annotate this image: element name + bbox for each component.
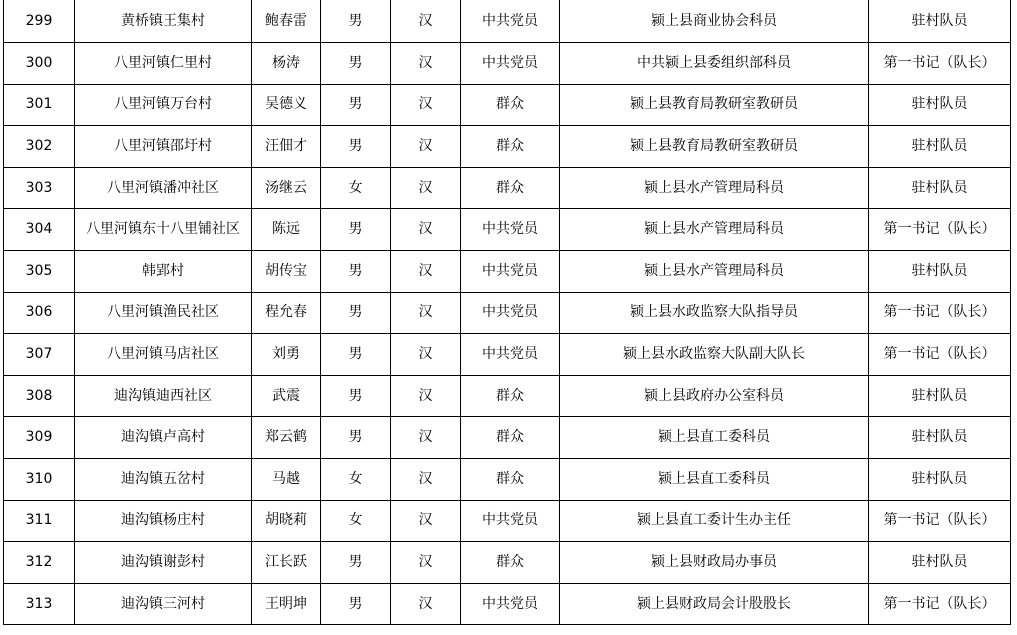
sex-cell: 女 (321, 458, 391, 500)
name-cell: 陈远 (252, 209, 321, 251)
ethnicity-cell: 汉 (391, 250, 461, 292)
ethnicity-cell: 汉 (391, 334, 461, 376)
unit-title-cell: 颍上县政府办公室科员 (560, 375, 869, 417)
political-status-cell: 群众 (461, 167, 560, 209)
role-cell: 第一书记（队长） (869, 209, 1011, 251)
row-number-cell: 300 (4, 43, 75, 85)
political-status-cell: 中共党员 (461, 43, 560, 85)
table-row (4, 0, 1011, 43)
village-cell: 迪沟镇谢彭村 (75, 542, 252, 584)
row-number-cell: 304 (4, 209, 75, 251)
table-row (4, 500, 1011, 542)
role-cell: 第一书记（队长） (869, 583, 1011, 625)
unit-title-cell: 颍上县直工委科员 (560, 417, 869, 459)
ethnicity-cell: 汉 (391, 0, 461, 43)
political-status-cell: 群众 (461, 542, 560, 584)
village-cell: 八里河镇邵圩村 (75, 126, 252, 168)
ethnicity-cell: 汉 (391, 126, 461, 168)
sex-cell: 男 (321, 334, 391, 376)
role-cell: 驻村队员 (869, 167, 1011, 209)
ethnicity-cell: 汉 (391, 583, 461, 625)
sex-cell: 男 (321, 43, 391, 85)
sex-cell: 男 (321, 209, 391, 251)
village-cell: 迪沟镇三河村 (75, 583, 252, 625)
village-cell: 八里河镇万台村 (75, 84, 252, 126)
name-cell: 王明坤 (252, 583, 321, 625)
table-row (4, 583, 1011, 625)
table-row (4, 292, 1011, 334)
unit-title-cell: 颍上县水产管理局科员 (560, 167, 869, 209)
row-number-cell: 313 (4, 583, 75, 625)
village-cell: 八里河镇仁里村 (75, 43, 252, 85)
unit-title-cell: 颍上县水产管理局科员 (560, 209, 869, 251)
role-cell: 驻村队员 (869, 375, 1011, 417)
table-row (4, 458, 1011, 500)
sex-cell: 男 (321, 292, 391, 334)
village-cell: 八里河镇马店社区 (75, 334, 252, 376)
political-status-cell: 中共党员 (461, 500, 560, 542)
row-number-cell: 312 (4, 542, 75, 584)
row-number-cell: 306 (4, 292, 75, 334)
sex-cell: 男 (321, 250, 391, 292)
unit-title-cell: 颍上县直工委科员 (560, 458, 869, 500)
village-cell: 八里河镇东十八里铺社区 (75, 209, 252, 251)
sex-cell: 男 (321, 583, 391, 625)
role-cell: 驻村队员 (869, 458, 1011, 500)
name-cell: 程允春 (252, 292, 321, 334)
name-cell: 江长跃 (252, 542, 321, 584)
sex-cell: 男 (321, 417, 391, 459)
role-cell: 第一书记（队长） (869, 43, 1011, 85)
unit-title-cell: 颍上县直工委计生办主任 (560, 500, 869, 542)
role-cell: 驻村队员 (869, 250, 1011, 292)
table-row (4, 375, 1011, 417)
table-row (4, 43, 1011, 85)
village-cell: 迪沟镇迪西社区 (75, 375, 252, 417)
village-cell: 八里河镇潘冲社区 (75, 167, 252, 209)
village-cell: 迪沟镇五岔村 (75, 458, 252, 500)
roster-table-body (4, 0, 1011, 625)
role-cell: 第一书记（队长） (869, 334, 1011, 376)
unit-title-cell: 颍上县财政局会计股股长 (560, 583, 869, 625)
unit-title-cell: 颍上县商业协会科员 (560, 0, 869, 43)
political-status-cell: 中共党员 (461, 0, 560, 43)
ethnicity-cell: 汉 (391, 167, 461, 209)
ethnicity-cell: 汉 (391, 458, 461, 500)
unit-title-cell: 颍上县水产管理局科员 (560, 250, 869, 292)
political-status-cell: 群众 (461, 458, 560, 500)
ethnicity-cell: 汉 (391, 500, 461, 542)
name-cell: 郑云鹤 (252, 417, 321, 459)
table-row (4, 334, 1011, 376)
ethnicity-cell: 汉 (391, 542, 461, 584)
ethnicity-cell: 汉 (391, 292, 461, 334)
table-row (4, 126, 1011, 168)
row-number-cell: 301 (4, 84, 75, 126)
name-cell: 吴德义 (252, 84, 321, 126)
row-number-cell: 303 (4, 167, 75, 209)
role-cell: 驻村队员 (869, 126, 1011, 168)
ethnicity-cell: 汉 (391, 209, 461, 251)
political-status-cell: 群众 (461, 375, 560, 417)
unit-title-cell: 颍上县水政监察大队副大队长 (560, 334, 869, 376)
ethnicity-cell: 汉 (391, 84, 461, 126)
name-cell: 汪佃才 (252, 126, 321, 168)
role-cell: 第一书记（队长） (869, 500, 1011, 542)
name-cell: 胡晓莉 (252, 500, 321, 542)
sex-cell: 男 (321, 84, 391, 126)
name-cell: 马越 (252, 458, 321, 500)
unit-title-cell: 颍上县水政监察大队指导员 (560, 292, 869, 334)
sex-cell: 男 (321, 375, 391, 417)
political-status-cell: 群众 (461, 126, 560, 168)
ethnicity-cell: 汉 (391, 43, 461, 85)
role-cell: 驻村队员 (869, 417, 1011, 459)
table-row (4, 209, 1011, 251)
political-status-cell: 中共党员 (461, 250, 560, 292)
name-cell: 鲍春雷 (252, 0, 321, 43)
table-row (4, 250, 1011, 292)
ethnicity-cell: 汉 (391, 417, 461, 459)
village-cell: 韩郢村 (75, 250, 252, 292)
village-cell: 迪沟镇卢高村 (75, 417, 252, 459)
row-number-cell: 310 (4, 458, 75, 500)
unit-title-cell: 中共颍上县委组织部科员 (560, 43, 869, 85)
sex-cell: 女 (321, 500, 391, 542)
sex-cell: 男 (321, 126, 391, 168)
political-status-cell: 中共党员 (461, 209, 560, 251)
village-cell: 八里河镇渔民社区 (75, 292, 252, 334)
role-cell: 驻村队员 (869, 84, 1011, 126)
row-number-cell: 299 (4, 0, 75, 43)
row-number-cell: 302 (4, 126, 75, 168)
political-status-cell: 群众 (461, 84, 560, 126)
political-status-cell: 中共党员 (461, 583, 560, 625)
sex-cell: 男 (321, 542, 391, 584)
name-cell: 武震 (252, 375, 321, 417)
row-number-cell: 311 (4, 500, 75, 542)
unit-title-cell: 颍上县财政局办事员 (560, 542, 869, 584)
name-cell: 胡传宝 (252, 250, 321, 292)
ethnicity-cell: 汉 (391, 375, 461, 417)
table-row (4, 84, 1011, 126)
political-status-cell: 群众 (461, 417, 560, 459)
role-cell: 驻村队员 (869, 0, 1011, 43)
village-cell: 黄桥镇王集村 (75, 0, 252, 43)
table-row (4, 542, 1011, 584)
name-cell: 刘勇 (252, 334, 321, 376)
political-status-cell: 中共党员 (461, 292, 560, 334)
role-cell: 驻村队员 (869, 542, 1011, 584)
sex-cell: 男 (321, 0, 391, 43)
unit-title-cell: 颍上县教育局教研室教研员 (560, 84, 869, 126)
row-number-cell: 305 (4, 250, 75, 292)
roster-table (3, 0, 1011, 625)
village-cell: 迪沟镇杨庄村 (75, 500, 252, 542)
role-cell: 第一书记（队长） (869, 292, 1011, 334)
sex-cell: 女 (321, 167, 391, 209)
row-number-cell: 307 (4, 334, 75, 376)
row-number-cell: 308 (4, 375, 75, 417)
row-number-cell: 309 (4, 417, 75, 459)
name-cell: 杨涛 (252, 43, 321, 85)
unit-title-cell: 颍上县教育局教研室教研员 (560, 126, 869, 168)
table-row (4, 167, 1011, 209)
political-status-cell: 中共党员 (461, 334, 560, 376)
table-row (4, 417, 1011, 459)
name-cell: 汤继云 (252, 167, 321, 209)
